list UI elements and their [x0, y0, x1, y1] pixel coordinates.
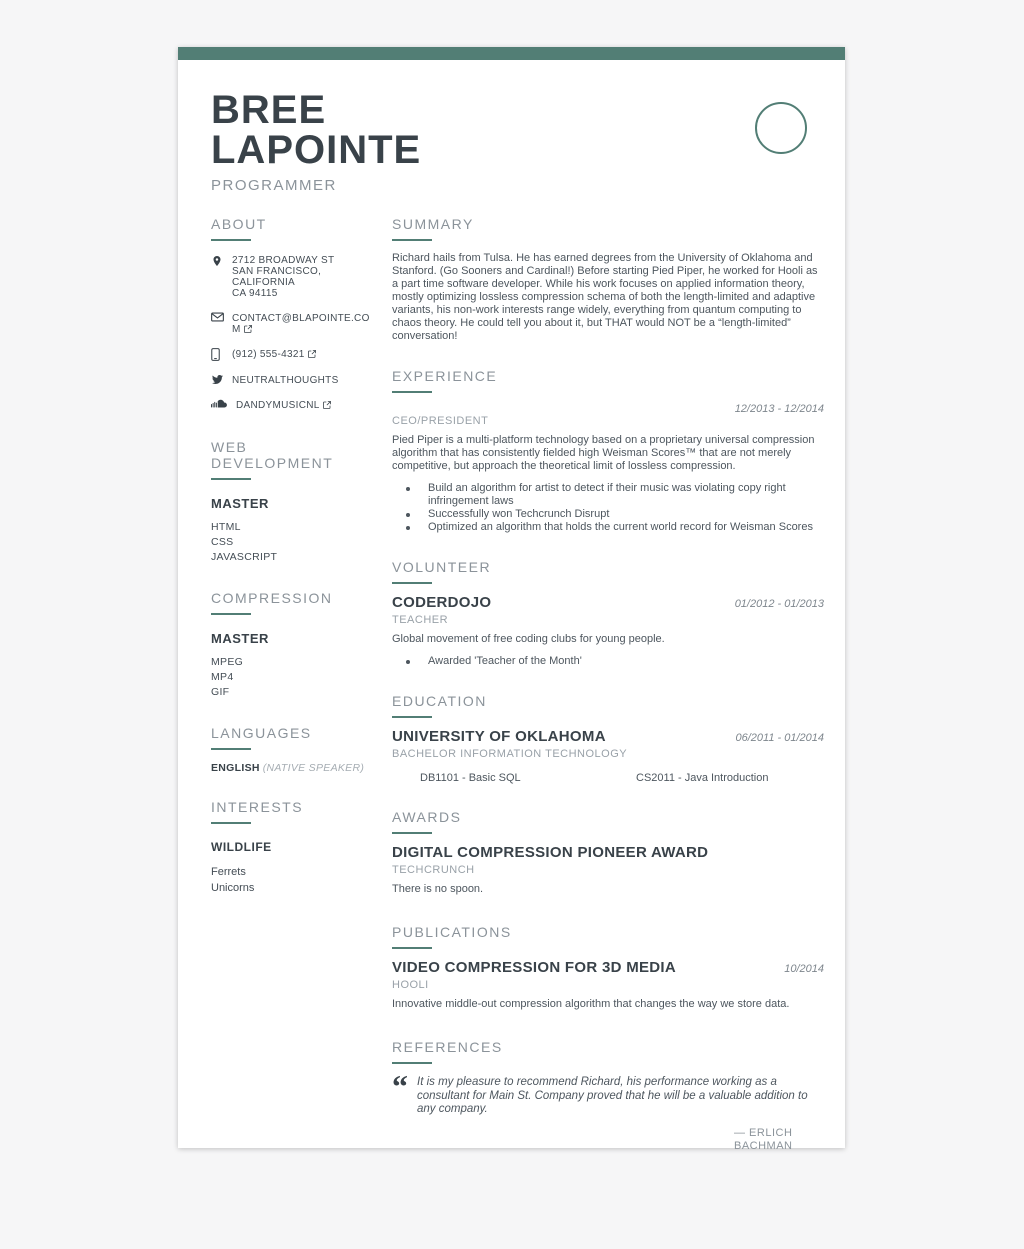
address-line: 2712 BROADWAY ST: [232, 255, 335, 266]
address-text: [232, 255, 371, 299]
external-link-icon: [308, 350, 316, 358]
mobile-phone-icon: [211, 348, 224, 361]
publication-date: 10/2014: [784, 963, 824, 975]
publication-publisher: HOOLI: [392, 979, 429, 991]
experience-bullets: [392, 482, 824, 534]
interest-list: [211, 864, 371, 896]
experience-date: 12/2013 - 12/2014: [734, 403, 824, 415]
soundcloud-item[interactable]: [211, 400, 371, 411]
section-summary: [392, 216, 824, 343]
volunteer-org: CODERDOJO: [392, 594, 492, 611]
email-link[interactable]: CONTACT@BLAPOINTE.COM: [232, 313, 370, 335]
education-title: EDUCATION: [392, 693, 487, 709]
volunteer-date: 01/2012 - 01/2013: [734, 598, 824, 610]
section-underline: [211, 613, 251, 615]
resume-page: [178, 47, 845, 1152]
section-underline: [392, 716, 432, 718]
about-title: ABOUT: [211, 216, 267, 232]
phone-item[interactable]: [211, 349, 371, 361]
section-underline: [392, 582, 432, 584]
location-pin-icon: [211, 254, 224, 268]
section-web-development: [211, 439, 371, 565]
section-underline: [392, 391, 432, 393]
skill-group-title: WEB DEVELOPMENT: [211, 439, 334, 471]
summary-title: SUMMARY: [392, 216, 474, 232]
skill-item: GIF: [211, 686, 230, 698]
address-line: SAN FRANCISCO, CALIFORNIA: [232, 266, 322, 288]
experience-title: EXPERIENCE: [392, 368, 498, 384]
section-publications: [392, 924, 824, 1011]
experience-description: Pied Piper is a multi-platform technology based on a proprietary universal compression algorithm that has consistently fielded high Weisman Scores™ that are not merely competitive, but approach the theoretical limit of lossless compression.: [392, 434, 815, 472]
volunteer-title: VOLUNTEER: [392, 559, 492, 575]
education-date: 06/2011 - 01/2014: [735, 732, 824, 744]
section-references: [392, 1039, 824, 1153]
phone-link[interactable]: (912) 555-4321: [232, 349, 305, 360]
section-interests: [211, 799, 371, 896]
section-underline: [392, 832, 432, 834]
section-underline: [211, 822, 251, 824]
resume-header: [178, 60, 845, 194]
interest-category: WILDLIFE: [211, 840, 272, 854]
skill-group-title: COMPRESSION: [211, 590, 333, 606]
skill-list: [211, 655, 371, 700]
soundcloud-icon: [211, 399, 228, 409]
section-underline: [211, 239, 251, 241]
award-description: There is no spoon.: [392, 883, 484, 895]
soundcloud-link[interactable]: DANDYMUSICNL: [236, 400, 320, 411]
languages-title: LANGUAGES: [211, 725, 312, 741]
skill-item: HTML: [211, 521, 241, 533]
language-entry: [211, 762, 371, 774]
external-link-icon: [244, 325, 252, 333]
section-volunteer: [392, 559, 824, 668]
avatar: [755, 102, 807, 154]
skill-item: MPEG: [211, 656, 244, 668]
publications-title: PUBLICATIONS: [392, 924, 512, 940]
section-about: [211, 216, 371, 411]
sidebar: [211, 216, 371, 1153]
content-columns: [178, 216, 845, 1153]
course-item: CS2011 - Java Introduction: [636, 772, 769, 784]
publication-entry: [392, 959, 824, 1011]
summary-text: Richard hails from Tulsa. He has earned degrees from the University of Oklahoma and Stanford. (Go Sooners and Cardinal!) Before starting Pied Piper, he worked for Hooli as a part time software developer. While his work focuses on applied information theory, mostly optimizing lossless compression schema of both the length-limited and adaptive variants, his non-work interests range widely, everything from quantum computing to chaos theory. He could tell you about it, but THAT would NOT be a “length-limited” conversation!: [392, 252, 818, 342]
interests-title: INTERESTS: [211, 799, 304, 815]
publication-name: VIDEO COMPRESSION FOR 3D MEDIA: [392, 959, 677, 976]
last-name: LAPOINTE: [211, 128, 422, 172]
skill-level: MASTER: [211, 631, 269, 646]
external-link-icon: [323, 401, 331, 409]
twitter-item: [211, 375, 371, 386]
quote-icon: “: [392, 1068, 408, 1104]
twitter-icon: [211, 374, 224, 385]
skill-item: JAVASCRIPT: [211, 551, 278, 563]
reference-quote: [392, 1068, 824, 1117]
section-languages: [211, 725, 371, 774]
section-underline: [211, 748, 251, 750]
section-education: [392, 693, 824, 784]
bullet-item: Optimized an algorithm that holds the current world record for Weisman Scores: [392, 521, 824, 534]
interest-item: Unicorns: [211, 882, 255, 894]
envelope-icon: [211, 312, 224, 322]
award-entry: [392, 844, 824, 896]
skill-list: [211, 520, 371, 565]
section-compression: [211, 590, 371, 700]
volunteer-entry: [392, 594, 824, 668]
section-underline: [392, 239, 432, 241]
volunteer-role: TEACHER: [392, 614, 449, 626]
accent-top-bar: [178, 47, 845, 60]
section-awards: [392, 809, 824, 896]
bullet-item: Successfully won Techcrunch Disrupt: [392, 508, 824, 521]
course-list: [392, 772, 824, 784]
address-line: CA 94115: [232, 288, 278, 299]
section-underline: [211, 478, 251, 480]
publication-description: Innovative middle-out compression algorithm that changes the way we store data.: [392, 998, 790, 1010]
section-experience: [392, 368, 824, 534]
language-note: (NATIVE SPEAKER): [262, 762, 365, 774]
language-name: ENGLISH: [211, 762, 260, 774]
quote-text: It is my pleasure to recommend Richard, his performance working as a consultant for Main St. Company proved that he will be a valuable addition to any company.: [417, 1076, 808, 1115]
experience-role: CEO/PRESIDENT: [392, 415, 489, 427]
main-content: [392, 216, 824, 1153]
course-item: DB1101 - Basic SQL: [420, 772, 521, 784]
education-degree: BACHELOR INFORMATION TECHNOLOGY: [392, 748, 628, 760]
section-underline: [392, 1062, 432, 1064]
skill-item: CSS: [211, 536, 234, 548]
education-entry: [392, 728, 824, 784]
bullet-item: Awarded 'Teacher of the Month': [392, 655, 824, 668]
award-name: DIGITAL COMPRESSION PIONEER AWARD: [392, 844, 709, 861]
quote-attribution: — ERLICH BACHMAN: [734, 1126, 793, 1152]
interest-item: Ferrets: [211, 866, 246, 878]
bullet-item: Build an algorithm for artist to detect if their music was violating copy right infringement laws: [392, 482, 824, 508]
job-title: PROGRAMMER: [211, 177, 337, 194]
education-school: UNIVERSITY OF OKLAHOMA: [392, 728, 606, 745]
twitter-handle: NEUTRALTHOUGHTS: [232, 375, 339, 386]
skill-level: MASTER: [211, 496, 269, 511]
address-item: [211, 255, 371, 299]
volunteer-description: Global movement of free coding clubs for young people.: [392, 633, 665, 645]
experience-entry: [392, 403, 824, 534]
skill-item: MP4: [211, 671, 234, 683]
award-issuer: TECHCRUNCH: [392, 864, 475, 876]
section-underline: [392, 947, 432, 949]
person-name: [211, 90, 812, 170]
awards-title: AWARDS: [392, 809, 462, 825]
first-name: BREE: [211, 88, 327, 132]
volunteer-bullets: [392, 655, 824, 668]
email-item[interactable]: [211, 313, 371, 335]
references-title: REFERENCES: [392, 1039, 503, 1055]
